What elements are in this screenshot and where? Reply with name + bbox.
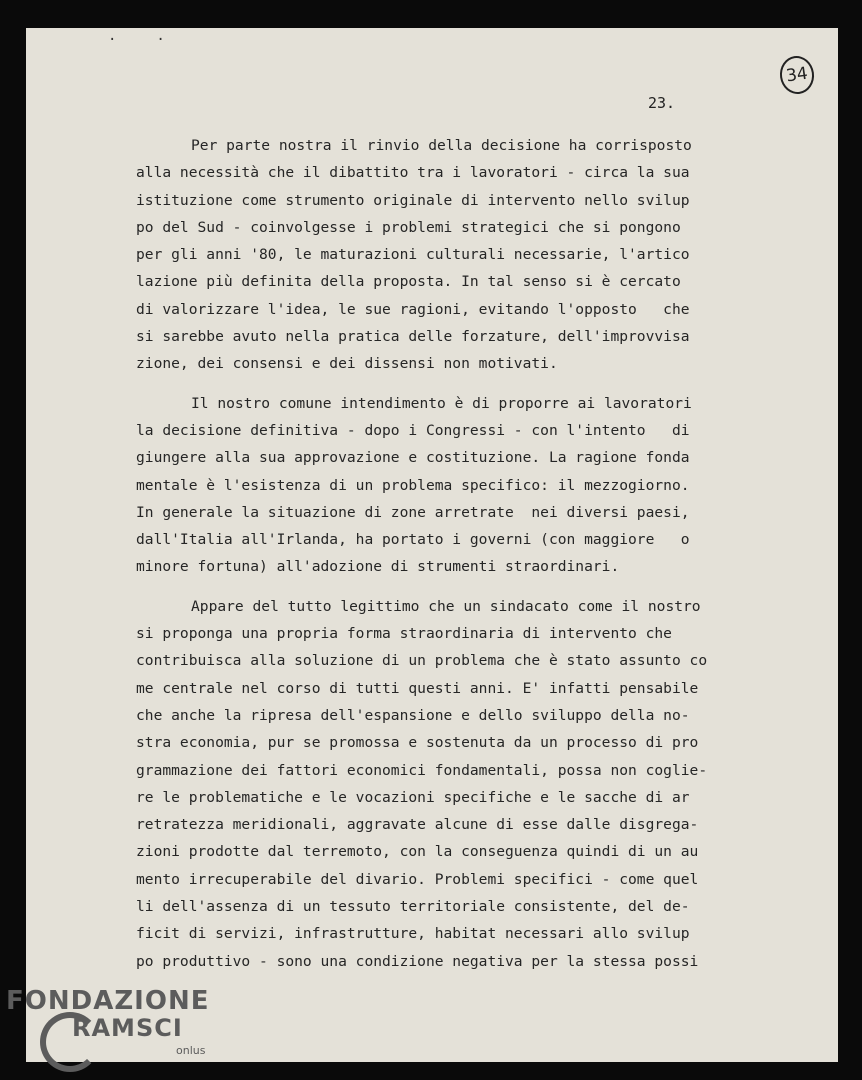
text-line: me centrale nel corso di tutti questi anni. E' infatti pensabile: [136, 679, 699, 697]
text-line: si proponga una propria forma straordinaria di intervento che: [136, 625, 672, 643]
text-line: zioni prodotte dal terremoto, con la conseguenza quindi di un au: [136, 843, 699, 861]
text-line: Il nostro comune intendimento è di proporre ai lavoratori: [191, 394, 692, 412]
body-text: [136, 132, 736, 987]
paragraph: [136, 593, 736, 975]
text-line: minore fortuna) all'adozione di strumenti straordinari.: [136, 558, 620, 576]
text-line: po del Sud - coinvolgesse i problemi strategici che si pongono: [136, 218, 681, 236]
text-line: mentale è l'esistenza di un problema specifico: il mezzogiorno.: [136, 476, 690, 494]
text-line: contribuisca alla soluzione di un problema che è stato assunto co: [136, 652, 708, 670]
text-line: ficit di servizi, infrastrutture, habitat necessari allo svilup: [136, 925, 690, 943]
text-line: grammazione dei fattori economici fondamentali, possa non coglie-: [136, 761, 708, 779]
text-line: si sarebbe avuto nella pratica delle forzature, dell'improvvisa: [136, 328, 690, 346]
stamp-number: 34: [784, 63, 810, 87]
paragraph: [136, 390, 736, 581]
paragraph: [136, 132, 736, 378]
watermark-logo: [6, 986, 226, 1072]
text-line: di valorizzare l'idea, le sue ragioni, evitando l'opposto che: [136, 300, 690, 318]
punch-marks: ··: [108, 32, 205, 48]
text-line: alla necessità che il dibattito tra i lavoratori - circa la sua: [136, 164, 690, 182]
watermark-line3: onlus: [176, 1044, 206, 1057]
text-line: che anche la ripresa dell'espansione e dello sviluppo della no-: [136, 706, 690, 724]
text-line: lazione più definita della proposta. In tal senso si è cercato: [136, 273, 681, 291]
document-page: [26, 28, 838, 1062]
text-line: zione, dei consensi e dei dissensi non motivati.: [136, 355, 558, 373]
text-line: po produttivo - sono una condizione negativa per la stessa possi: [136, 952, 699, 970]
text-line: In generale la situazione di zone arretrate nei diversi paesi,: [136, 503, 690, 521]
text-line: dall'Italia all'Irlanda, ha portato i governi (con maggiore o: [136, 531, 690, 549]
text-line: retratezza meridionali, aggravate alcune di esse dalle disgrega-: [136, 816, 699, 834]
text-line: mento irrecuperabile del divario. Problemi specifici - come quel: [136, 870, 699, 888]
text-line: istituzione come strumento originale di intervento nello svilup: [136, 191, 690, 209]
text-line: re le problematiche e le vocazioni specifiche e le sacche di ar: [136, 788, 690, 806]
watermark-line1: FONDAZIONE: [6, 986, 210, 1016]
text-line: Appare del tutto legittimo che un sindacato come il nostro: [191, 597, 701, 615]
text-line: stra economia, pur se promossa e sostenuta da un processo di pro: [136, 734, 699, 752]
text-line: per gli anni '80, le maturazioni culturali necessarie, l'artico: [136, 246, 690, 264]
watermark-line2: RAMSCI: [72, 1014, 183, 1042]
archive-stamp: [778, 54, 817, 96]
text-line: la decisione definitiva - dopo i Congressi - con l'intento di: [136, 421, 690, 439]
text-line: giungere alla sua approvazione e costituzione. La ragione fonda: [136, 449, 690, 467]
page-number: 23.: [648, 94, 676, 112]
text-line: Per parte nostra il rinvio della decisione ha corrisposto: [191, 137, 692, 154]
text-line: li dell'assenza di un tessuto territoriale consistente, del de-: [136, 898, 690, 916]
